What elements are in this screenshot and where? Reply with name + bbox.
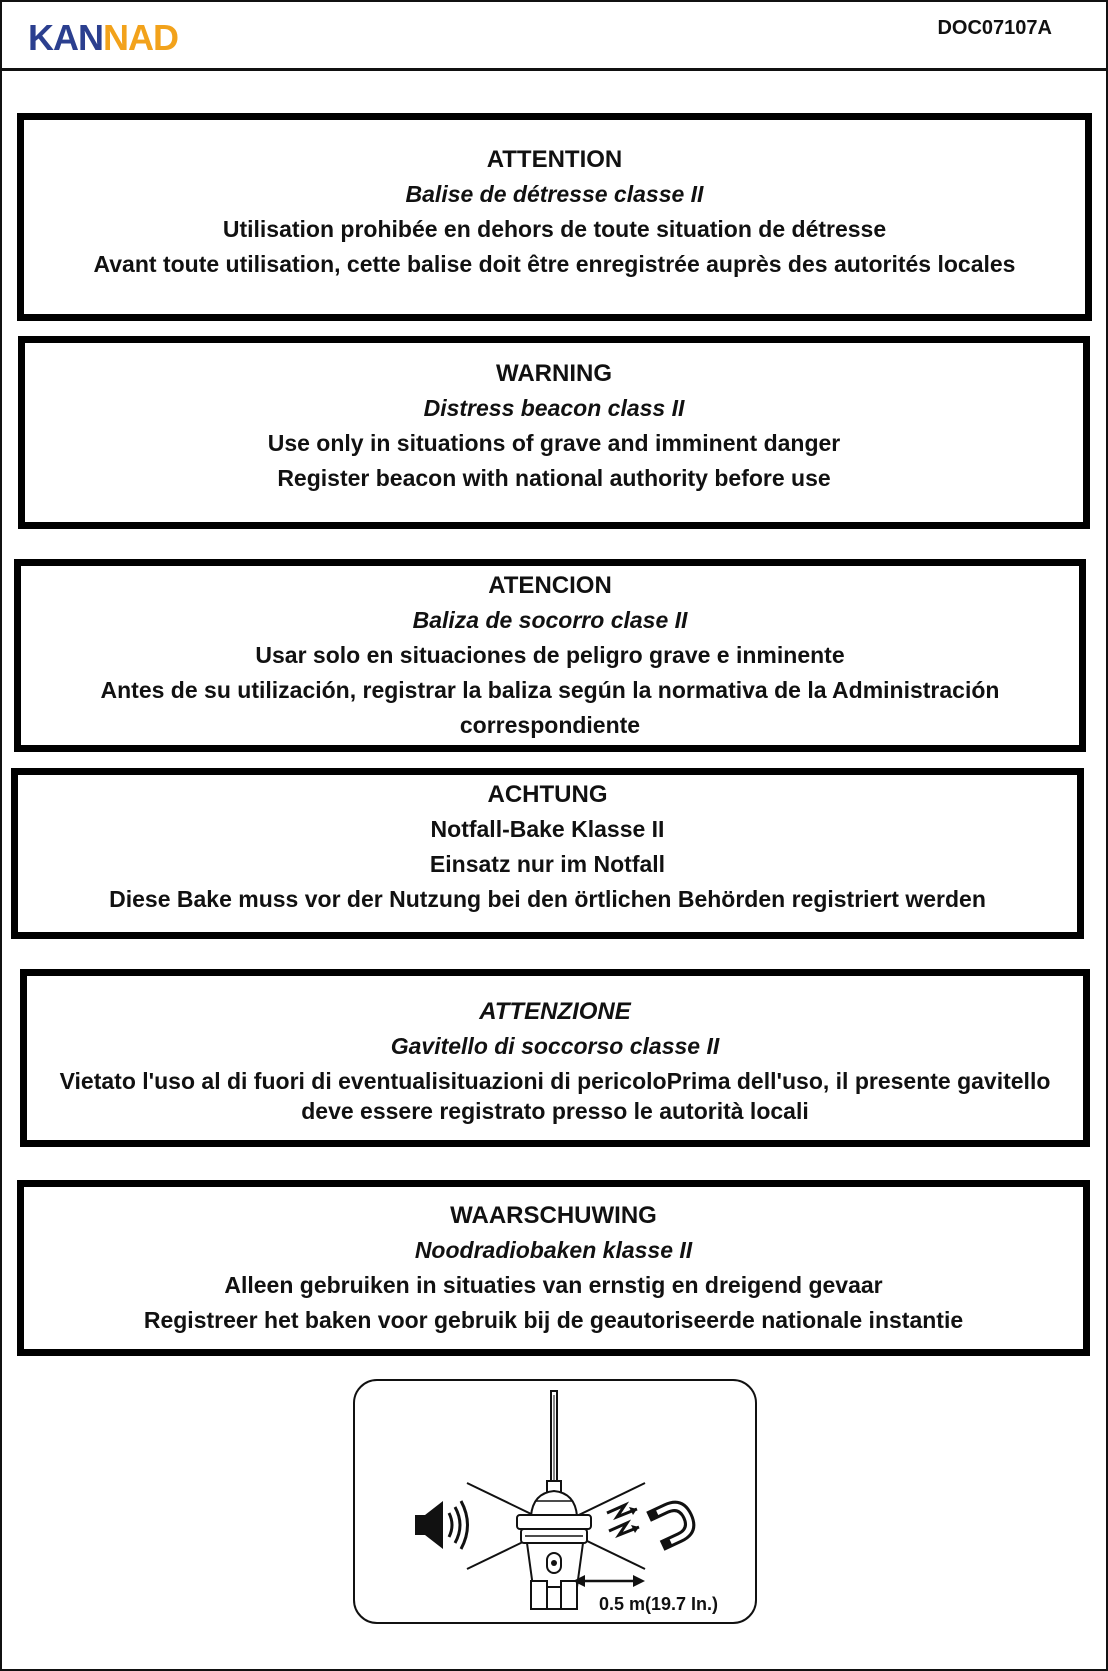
pictogram-drawing (355, 1381, 755, 1622)
notice-line: Usar solo en situaciones de peligro grave e inminente (255, 642, 845, 668)
notice-box-french (17, 113, 1092, 321)
notice-line: Diese Bake muss vor der Nutzung bei den örtlichen Behörden registriert werden (109, 886, 986, 912)
notice-line: Alleen gebruiken in situaties van ernstig en dreigend gevaar (224, 1272, 883, 1298)
distance-label: 0.5 m(19.7 In.) (599, 1594, 719, 1614)
notice-box-german (11, 768, 1084, 939)
safety-pictogram (353, 1379, 757, 1624)
notice-line: Avant toute utilisation, cette balise doit être enregistrée auprès des autorités locales (93, 251, 1016, 277)
notice-line: Registreer het baken voor gebruik bij de geautoriseerde nationale instantie (143, 1307, 964, 1333)
beacon-illustration (517, 1391, 591, 1609)
speaker-icon (415, 1501, 468, 1549)
notice-subtitle: Distress beacon class II (423, 395, 685, 421)
notice-title: ATENCION (488, 572, 612, 599)
notice-line: Vietato l'uso al di fuori di eventualisituazioni di pericoloPrima dell'uso, il presente gavitello deve essere registrato presso le autorità locali (59, 1068, 1051, 1124)
notice-title: ATTENTION (486, 146, 623, 173)
notice-line: Utilisation prohibée en dehors de toute situation de détresse (222, 216, 887, 242)
notice-subtitle: Balise de détresse classe II (405, 181, 704, 207)
svg-text:KANNAD: KANNAD (28, 18, 178, 56)
distance-arrow-icon (573, 1575, 645, 1587)
notice-box-english (18, 336, 1090, 529)
document-id: DOC07107A (937, 17, 1052, 39)
header (0, 0, 1108, 71)
notice-box-spanish (14, 559, 1086, 752)
notice-box-italian (20, 969, 1090, 1147)
magnet-icon (607, 1496, 700, 1548)
notice-title: WARNING (496, 360, 612, 387)
kannad-logo (28, 18, 198, 56)
notice-line: Antes de su utilización, registrar la baliza según la normativa de la Administración correspondiente (100, 677, 1000, 738)
notice-subtitle: Noodradiobaken klasse II (414, 1237, 693, 1263)
notice-subtitle: Baliza de socorro clase II (412, 607, 688, 633)
notice-subtitle: Gavitello di soccorso classe II (390, 1033, 720, 1059)
notice-line: Register beacon with national authority before use (277, 465, 831, 491)
notice-line: Use only in situations of grave and imminent danger (267, 430, 841, 456)
notice-title: ACHTUNG (487, 781, 608, 808)
notice-box-dutch (17, 1180, 1090, 1356)
notice-title: WAARSCHUWING (450, 1202, 657, 1229)
notice-line: Einsatz nur im Notfall (429, 851, 666, 877)
notice-subtitle: Notfall-Bake Klasse II (430, 816, 665, 842)
notice-title: ATTENZIONE (479, 998, 631, 1025)
